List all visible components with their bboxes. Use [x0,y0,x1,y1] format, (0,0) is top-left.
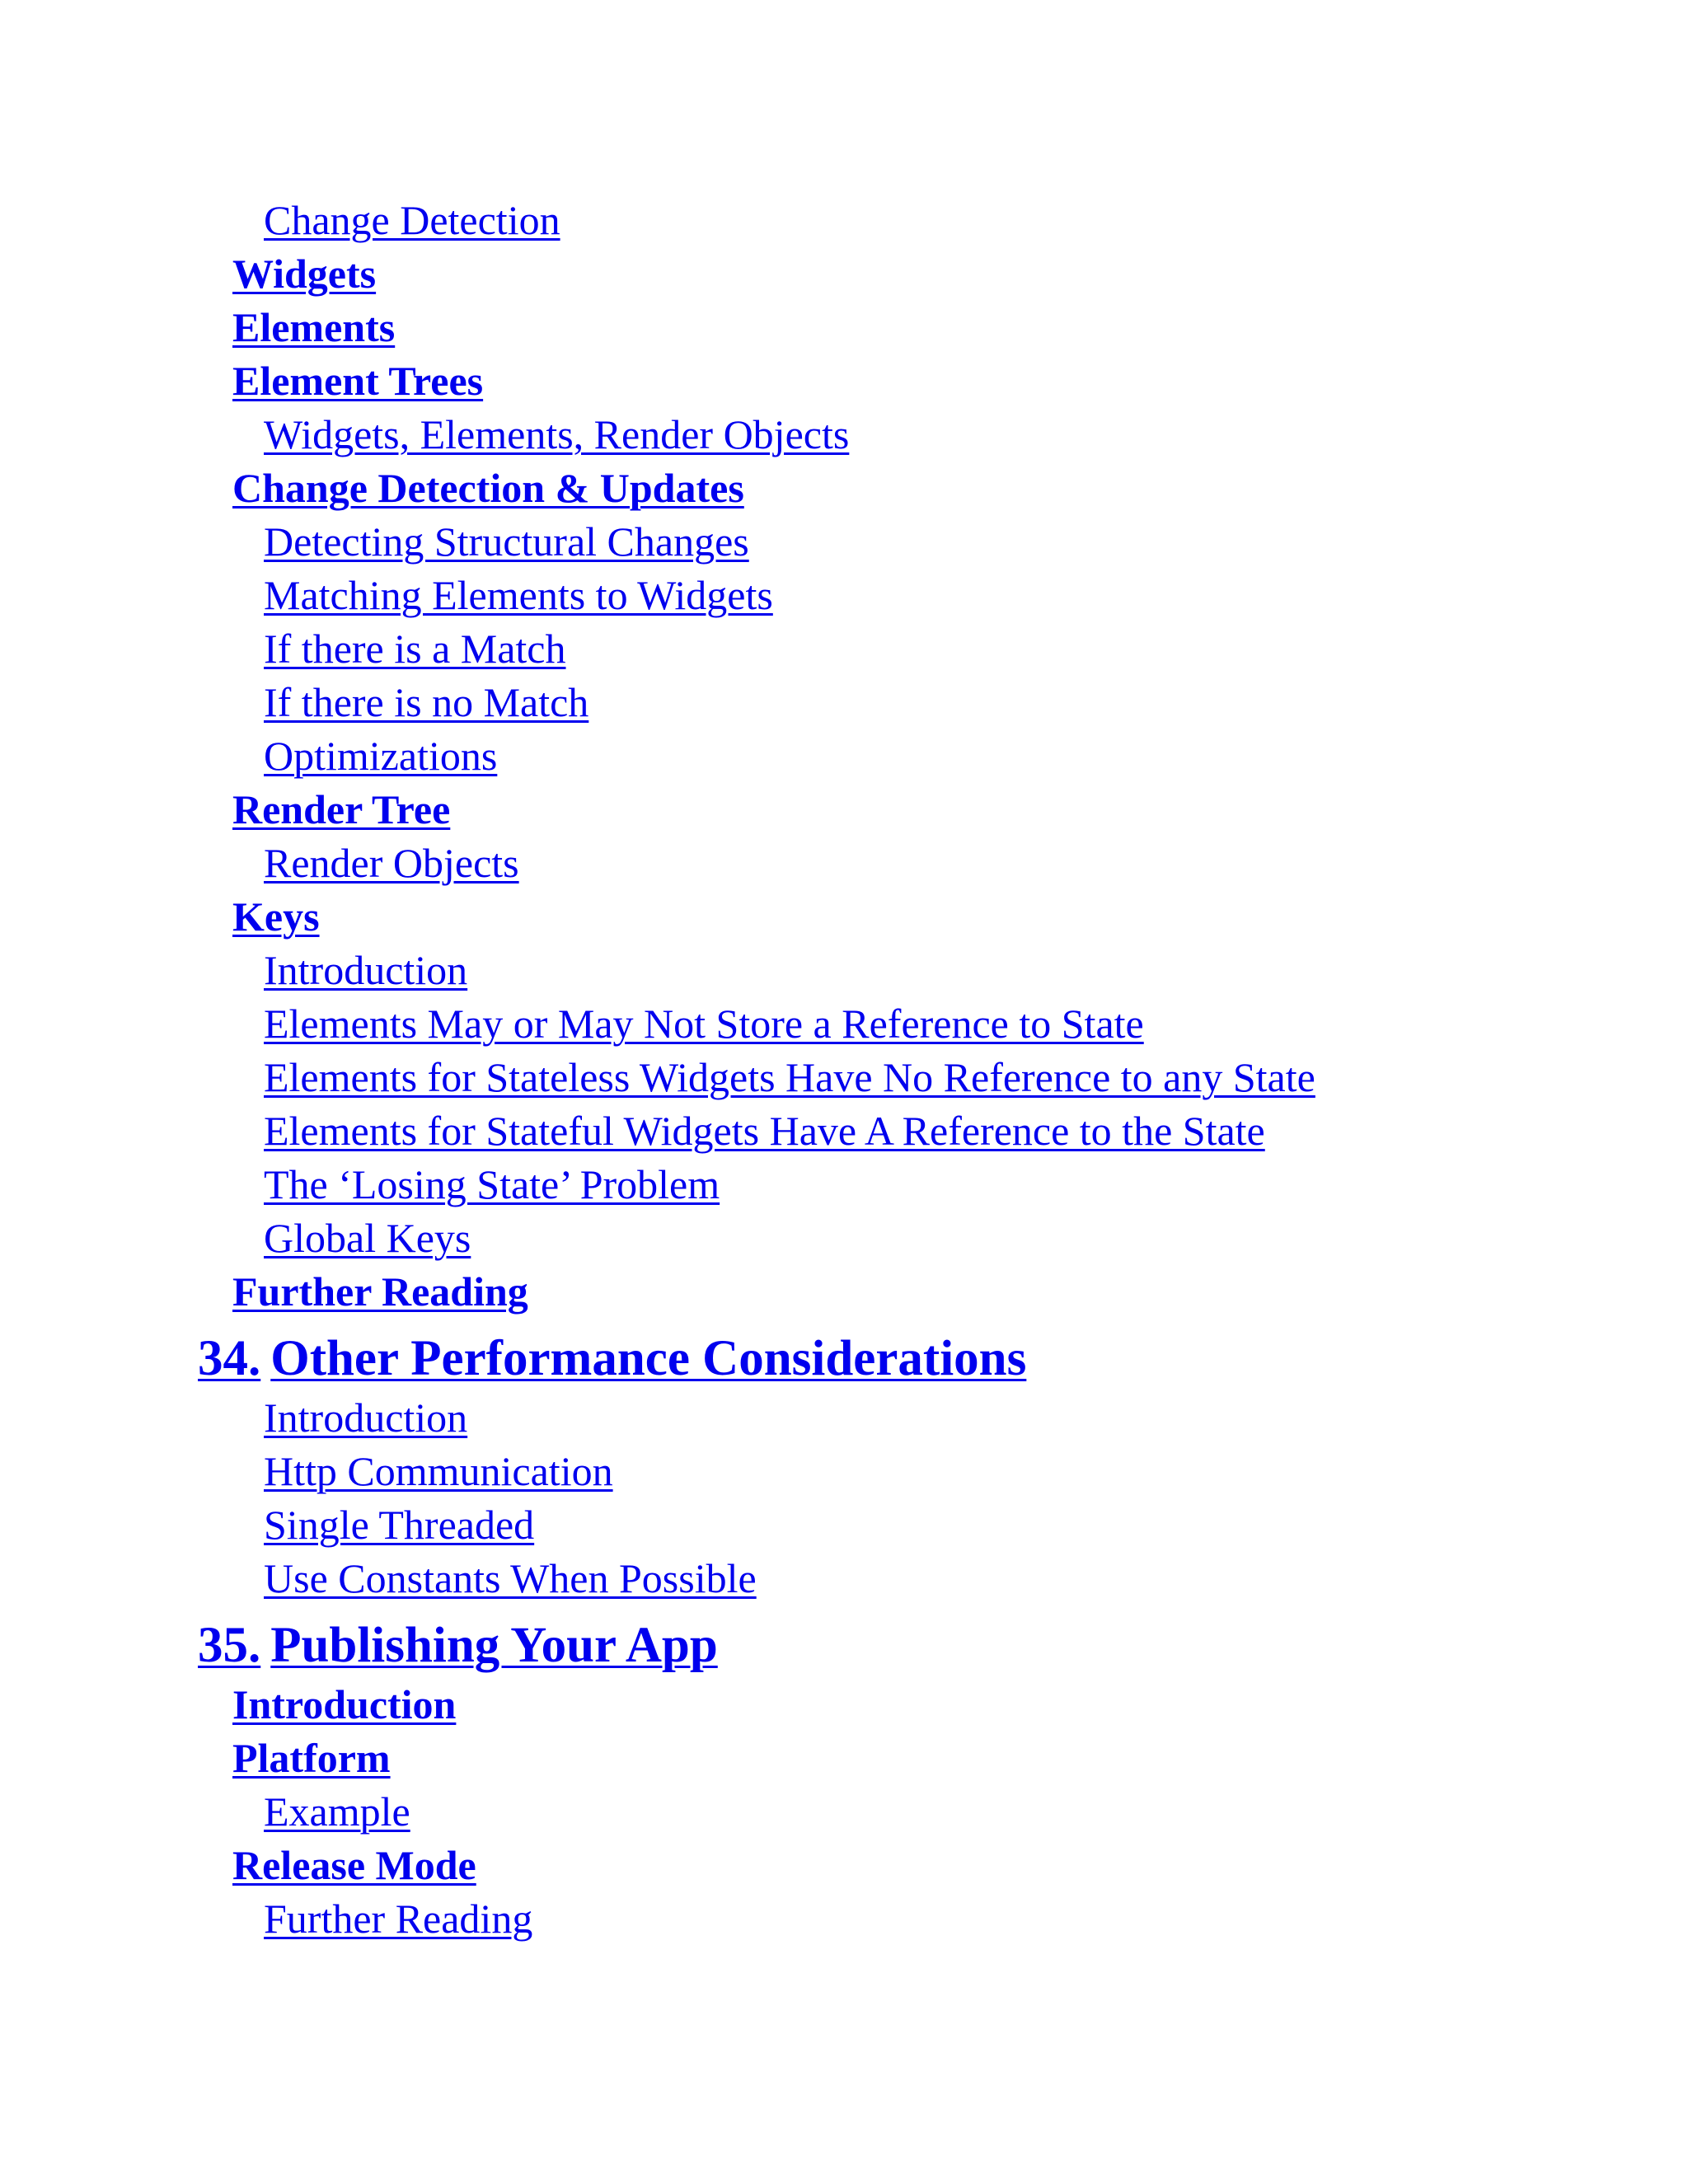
toc-subsection-link[interactable]: Introduction [264,947,468,993]
toc-subsection-link[interactable]: Elements for Stateful Widgets Have A Reference to the State [264,1108,1265,1154]
toc-section-link[interactable]: Further Reading [232,1268,528,1315]
toc-subsection-link[interactable]: The ‘Losing State’ Problem [264,1161,720,1207]
chapter-number: 35. [198,1618,261,1673]
toc-subsection-link[interactable]: If there is no Match [264,679,589,725]
toc-subsection-link[interactable]: Further Reading [264,1896,533,1942]
toc-section-link[interactable]: Keys [232,893,320,940]
toc-subsection-link[interactable]: Single Threaded [264,1502,535,1548]
chapter-title: Other Performance Considerations [270,1331,1027,1386]
toc-subsection-link[interactable]: Matching Elements to Widgets [264,572,773,618]
toc-subsection-link[interactable]: Global Keys [264,1215,471,1261]
toc-subsection-link[interactable]: Use Constants When Possible [264,1555,757,1601]
toc-chapter-link[interactable] [198,1614,1688,1678]
toc-subsection-link[interactable]: Http Communication [264,1448,613,1494]
toc-section-link[interactable]: Widgets [232,251,377,297]
chapter-number: 34. [198,1331,261,1386]
toc-subsection-link[interactable]: Widgets, Elements, Render Objects [264,411,850,457]
toc-subsection-link[interactable]: Introduction [264,1394,468,1441]
toc-section-link[interactable]: Render Tree [232,786,451,832]
toc-subsection-link[interactable]: Optimizations [264,733,498,779]
chapter-title: Publishing Your App [270,1618,718,1673]
toc-subsection-link[interactable]: Detecting Structural Changes [264,518,749,565]
toc-subsection-link[interactable]: Change Detection [264,197,560,243]
toc-section-link[interactable]: Release Mode [232,1842,476,1888]
toc-subsection-link[interactable]: Elements for Stateless Widgets Have No Reference to any State [264,1054,1315,1100]
toc-section-link[interactable]: Element Trees [232,358,484,404]
toc-subsection-link[interactable]: Elements May or May Not Store a Reference to State [264,1001,1144,1047]
toc-subsection-link[interactable]: Render Objects [264,840,519,886]
toc-section-link[interactable]: Change Detection & Updates [232,465,744,511]
toc-section-link[interactable]: Introduction [232,1681,457,1727]
table-of-contents [0,194,1688,1946]
toc-section-link[interactable]: Platform [232,1735,391,1781]
toc-subsection-link[interactable]: If there is a Match [264,626,566,672]
toc-subsection-link[interactable]: Example [264,1788,410,1835]
toc-section-link[interactable]: Elements [232,304,396,350]
toc-chapter-link[interactable] [198,1327,1688,1391]
